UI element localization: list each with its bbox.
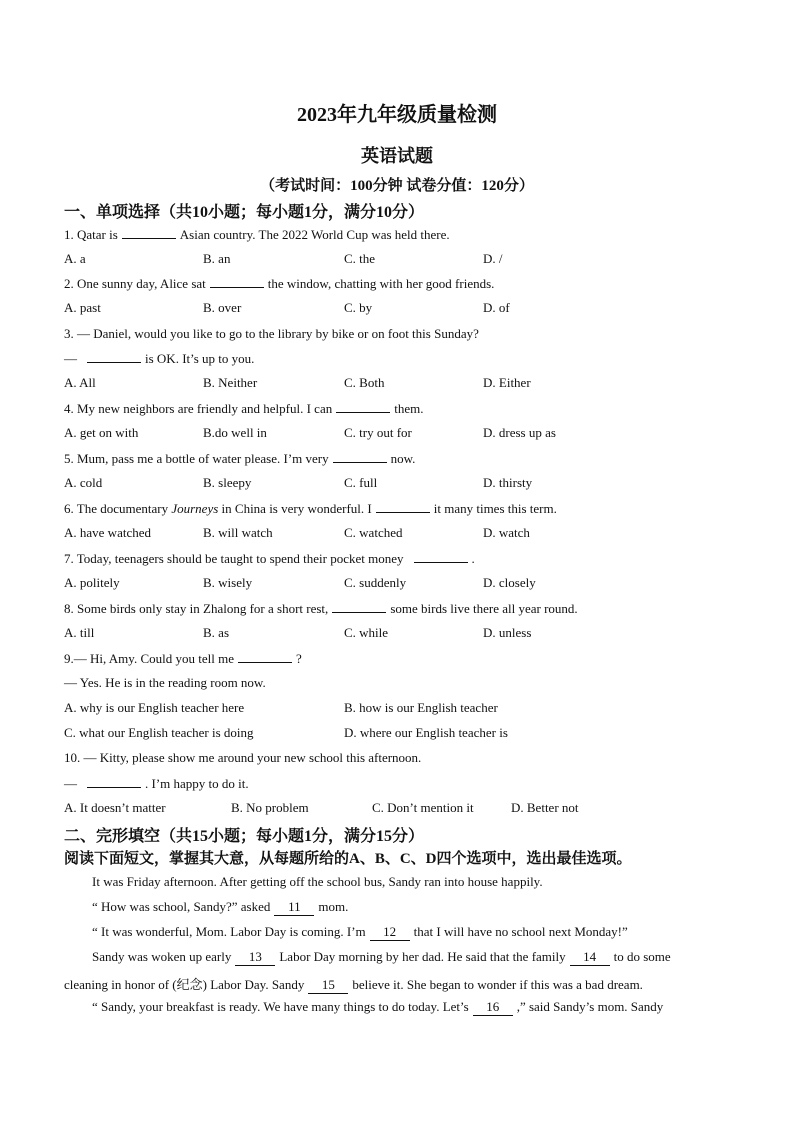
option-b[interactable]: B. Neither bbox=[203, 375, 258, 390]
blank-16[interactable]: 16 bbox=[473, 999, 513, 1016]
passage-line-1: It was Friday afternoon. After getting off the school bus, Sandy ran into house happily. bbox=[92, 874, 543, 889]
option-b[interactable]: B. wisely bbox=[203, 575, 253, 590]
question-2: 2. One sunny day, Alice sat the window, chatting with her good friends. bbox=[64, 276, 495, 291]
question-8: 8. Some birds only stay in Zhalong for a short rest, some birds live there all year round. bbox=[64, 601, 578, 616]
question-6: 6. The documentary Journeys in China is very wonderful. I it many times this term. bbox=[64, 501, 557, 516]
option-a[interactable]: A. a bbox=[64, 251, 86, 266]
question-10: 10. — Kitty, please show me around your new school this afternoon. bbox=[64, 750, 422, 765]
blank-12[interactable]: 12 bbox=[370, 924, 410, 941]
option-a[interactable]: A. All bbox=[64, 375, 96, 390]
option-c[interactable]: C. watched bbox=[344, 525, 403, 540]
option-b[interactable]: B. No problem bbox=[231, 800, 309, 815]
option-d[interactable]: D. watch bbox=[483, 525, 530, 540]
option-a[interactable]: A. get on with bbox=[64, 425, 139, 440]
section1-heading: 一、单项选择（共10小题；每小题1分，满分10分） bbox=[64, 204, 425, 221]
option-d[interactable]: D. dress up as bbox=[483, 425, 556, 440]
option-d[interactable]: D. / bbox=[483, 251, 503, 266]
option-a[interactable]: A. why is our English teacher here bbox=[64, 700, 245, 715]
option-d[interactable]: D. thirsty bbox=[483, 475, 533, 490]
exam-meta: （考试时间：100分钟 试卷分值：120分） bbox=[260, 178, 534, 194]
option-d[interactable]: D. Better not bbox=[511, 800, 579, 815]
option-a[interactable]: A. It doesn’t matter bbox=[64, 800, 166, 815]
option-d[interactable]: D. where our English teacher is bbox=[344, 725, 508, 740]
passage-line-5: cleaning in honor of (纪念) Labor Day. Sandy 15 believe it. She began to wonder if this was a bad dream. bbox=[64, 977, 643, 992]
question-9-reply: — Yes. He is in the reading room now. bbox=[64, 675, 266, 690]
option-c[interactable]: C. full bbox=[344, 475, 378, 490]
option-b[interactable]: B. as bbox=[203, 625, 229, 640]
question-1: 1. Qatar is Asian country. The 2022 World Cup was held there. bbox=[64, 227, 450, 242]
passage-line-6: “ Sandy, your breakfast is ready. We have many things to do today. Let’s 16 ,” said Sandy’s mom. Sandy bbox=[92, 999, 664, 1014]
option-b[interactable]: B. an bbox=[203, 251, 231, 266]
question-10-reply: — . I’m happy to do it. bbox=[64, 776, 249, 791]
blank-15[interactable]: 15 bbox=[308, 977, 348, 994]
blank-11[interactable]: 11 bbox=[274, 899, 314, 916]
option-a[interactable]: A. politely bbox=[64, 575, 120, 590]
option-c[interactable]: C. the bbox=[344, 251, 376, 266]
question-3-reply: — is OK. It’s up to you. bbox=[64, 351, 255, 366]
option-a[interactable]: A. have watched bbox=[64, 525, 151, 540]
option-d[interactable]: D. Either bbox=[483, 375, 531, 390]
passage-line-2: “ How was school, Sandy?” asked 11 mom. bbox=[92, 899, 349, 914]
passage-line-4: Sandy was woken up early 13 Labor Day morning by her dad. He said that the family 14 to do some bbox=[92, 949, 671, 964]
option-b[interactable]: B. will watch bbox=[203, 525, 273, 540]
section2-heading: 二、完形填空（共15小题；每小题1分，满分15分） bbox=[64, 828, 425, 845]
exam-title: 2023年九年级质量检测 bbox=[297, 104, 497, 126]
option-c[interactable]: C. Don’t mention it bbox=[372, 800, 474, 815]
option-c[interactable]: C. by bbox=[344, 300, 373, 315]
option-c[interactable]: C. Both bbox=[344, 375, 385, 390]
option-b[interactable]: B. how is our English teacher bbox=[344, 700, 498, 715]
option-d[interactable]: D. unless bbox=[483, 625, 532, 640]
option-a[interactable]: A. till bbox=[64, 625, 95, 640]
question-5: 5. Mum, pass me a bottle of water please. I’m very now. bbox=[64, 451, 416, 466]
blank-14[interactable]: 14 bbox=[570, 949, 610, 966]
option-b[interactable]: B. sleepy bbox=[203, 475, 252, 490]
option-a[interactable]: A. cold bbox=[64, 475, 103, 490]
option-a[interactable]: A. past bbox=[64, 300, 101, 315]
question-7: 7. Today, teenagers should be taught to spend their pocket money . bbox=[64, 551, 475, 566]
option-d[interactable]: D. closely bbox=[483, 575, 536, 590]
blank-13[interactable]: 13 bbox=[235, 949, 275, 966]
section2-instruction: 阅读下面短文，掌握其大意，从每题所给的A、B、C、D四个选项中，选出最佳选项。 bbox=[64, 851, 632, 867]
question-4: 4. My new neighbors are friendly and helpful. I can them. bbox=[64, 401, 424, 416]
question-3: 3. — Daniel, would you like to go to the library by bike or on foot this Sunday? bbox=[64, 326, 479, 341]
option-c[interactable]: C. try out for bbox=[344, 425, 412, 440]
exam-subtitle: 英语试题 bbox=[361, 146, 433, 166]
option-c[interactable]: C. suddenly bbox=[344, 575, 407, 590]
option-c[interactable]: C. what our English teacher is doing bbox=[64, 725, 254, 740]
option-b[interactable]: B.do well in bbox=[203, 425, 267, 440]
option-d[interactable]: D. of bbox=[483, 300, 510, 315]
question-9: 9.— Hi, Amy. Could you tell me ? bbox=[64, 651, 302, 666]
option-b[interactable]: B. over bbox=[203, 300, 242, 315]
option-c[interactable]: C. while bbox=[344, 625, 389, 640]
passage-line-3: “ It was wonderful, Mom. Labor Day is coming. I’m 12 that I will have no school next Monday!” bbox=[92, 924, 628, 939]
